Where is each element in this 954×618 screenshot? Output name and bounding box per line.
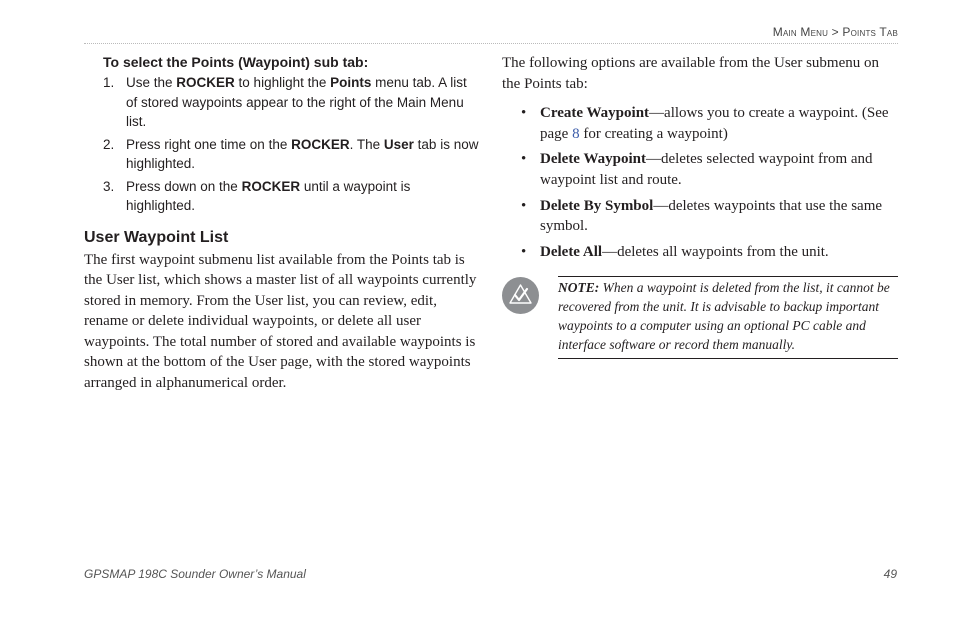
footer-page-number: 49	[883, 567, 897, 581]
step-text: tab is now highlighted.	[126, 136, 479, 171]
step-key: ROCKER	[291, 136, 350, 152]
option-term: Delete By Symbol	[540, 197, 654, 214]
option-term: Delete All	[540, 243, 603, 260]
option-item	[502, 196, 898, 237]
procedure-step	[84, 135, 479, 174]
options-intro: The following options are available from the User submenu on the Points tab:	[502, 55, 879, 92]
page-link[interactable]: 8	[572, 125, 580, 142]
header-rule	[84, 43, 898, 44]
step-number: 2.	[103, 136, 115, 152]
option-term: Delete Waypoint	[540, 151, 646, 168]
step-text: Use the	[126, 75, 177, 90]
option-item	[502, 149, 898, 190]
bullet: •	[521, 197, 527, 214]
note-check-icon	[502, 277, 539, 314]
header-section: Main Menu	[772, 25, 829, 39]
bullet: •	[521, 151, 527, 168]
header-subsection: Points Tab	[842, 25, 898, 39]
option-desc: —deletes all waypoints from the unit.	[602, 243, 829, 260]
option-desc: —allows you to create a waypoint. (See page	[540, 105, 889, 142]
step-key: User	[383, 136, 414, 152]
step-key: ROCKER	[176, 75, 235, 90]
step-text: . The	[349, 136, 384, 152]
option-term: Create Waypoint	[540, 105, 650, 122]
procedure-title: To select the Points (Waypoint) sub tab:	[103, 54, 369, 70]
option-desc: —deletes selected waypoint from and waypoint list and route.	[540, 151, 873, 188]
left-column	[84, 53, 479, 394]
step-text: to highlight the	[234, 75, 331, 90]
step-text: Press right one time on the	[126, 136, 292, 152]
step-number: 3.	[103, 178, 115, 194]
running-header	[773, 25, 898, 39]
bullet: •	[521, 105, 527, 122]
note-box	[558, 276, 898, 359]
option-item	[502, 103, 898, 144]
option-desc: for creating a waypoint)	[579, 125, 728, 142]
section-heading: User Waypoint List	[84, 228, 229, 246]
procedure-steps	[84, 73, 479, 216]
option-item	[502, 242, 898, 263]
step-key: ROCKER	[241, 178, 301, 194]
option-desc: —deletes waypoints that use the same symbol.	[540, 197, 883, 235]
note-label: NOTE:	[558, 280, 600, 295]
step-text: menu tab. A list of stored waypoints appear to the right of the Main Menu list.	[126, 75, 467, 129]
step-key: Points	[330, 75, 372, 90]
step-number: 1.	[103, 75, 115, 90]
step-text: until a waypoint is highlighted.	[126, 178, 411, 213]
procedure-step	[84, 177, 479, 216]
step-text: Press down on the	[126, 178, 242, 194]
procedure-step	[84, 73, 479, 132]
section-body: The first waypoint submenu list available from the Points tab is the User list, which shows a master list of all waypoints currently stored in memory. From the User list, you can review, edit, rename or delete individual waypoints, or delete all user waypoints. The total number of stored and available waypoints is shown at the bottom of the User page, with the stored waypoints arranged in alphanumerical order.	[84, 251, 477, 392]
header-separator: >	[831, 25, 839, 39]
options-list	[502, 103, 898, 262]
bullet: •	[521, 243, 527, 260]
footer-manual-title: GPSMAP 198C Sounder Owner’s Manual	[84, 567, 306, 581]
note-text: When a waypoint is deleted from the list, it cannot be recovered from the unit. It is advisable to backup important waypoints to a computer using an optional PC cable and interface software or record them manually.	[558, 280, 890, 352]
right-column	[502, 53, 898, 267]
